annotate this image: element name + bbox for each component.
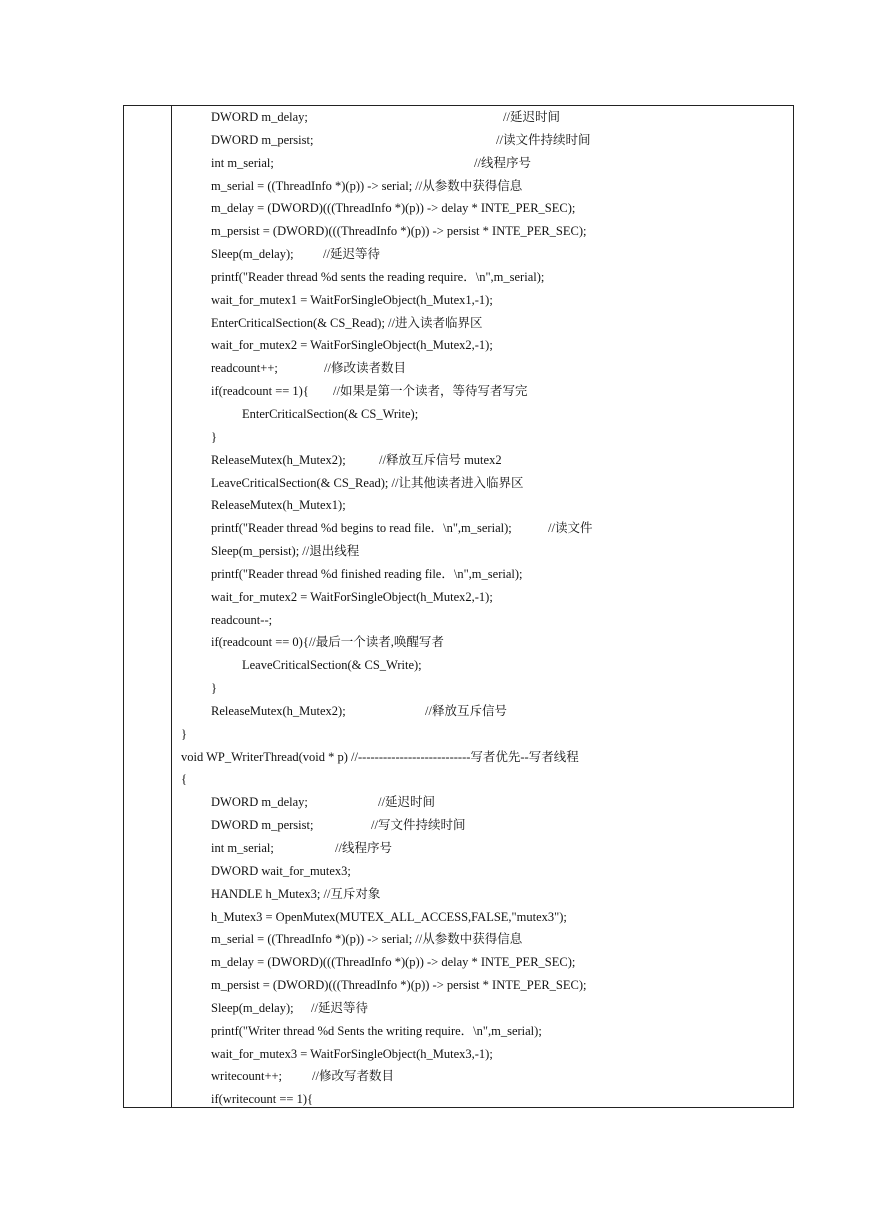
code-line bbox=[173, 974, 793, 997]
code-line bbox=[173, 1088, 793, 1111]
code-text: { bbox=[181, 772, 187, 787]
code-text: HANDLE h_Mutex3; //互斥对象 bbox=[211, 886, 381, 901]
code-line bbox=[173, 106, 793, 129]
code-line bbox=[173, 837, 793, 860]
code-text: h_Mutex3 = OpenMutex(MUTEX_ALL_ACCESS,FALSE,"mutex3"); bbox=[211, 909, 567, 924]
code-text: int m_serial; bbox=[211, 841, 274, 855]
code-text: printf("Reader thread %d begins to read file．\n",m_serial); bbox=[211, 521, 512, 536]
code-line bbox=[173, 403, 793, 426]
code-table bbox=[123, 105, 794, 1108]
code-line bbox=[173, 997, 793, 1020]
code-text: m_persist = (DWORD)(((ThreadInfo *)(p)) -> persist * INTE_PER_SEC); bbox=[211, 224, 587, 239]
code-comment: //如果是第一个读者，等待写者写完 bbox=[333, 384, 528, 399]
code-line bbox=[173, 906, 793, 929]
code-text: if(writecount == 1){ bbox=[211, 1092, 314, 1107]
code-comment: //延迟等待 bbox=[311, 1000, 368, 1015]
code-text: DWORD m_delay; bbox=[211, 110, 308, 124]
code-text: writecount++; bbox=[211, 1069, 283, 1084]
code-line bbox=[173, 951, 793, 974]
code-text: wait_for_mutex2 = WaitForSingleObject(h_Mutex2,-1); bbox=[211, 338, 493, 353]
code-text: printf("Reader thread %d finished reading file．\n",m_serial); bbox=[211, 566, 523, 581]
code-line bbox=[173, 426, 793, 449]
code-comment: //延迟时间 bbox=[378, 795, 435, 810]
code-line bbox=[173, 129, 793, 152]
code-text: DWORD m_persist; bbox=[211, 132, 314, 147]
code-text: } bbox=[181, 726, 187, 741]
code-text: wait_for_mutex3 = WaitForSingleObject(h_Mutex3,-1); bbox=[211, 1046, 493, 1061]
code-line bbox=[173, 791, 793, 814]
code-text: ReleaseMutex(h_Mutex2); bbox=[211, 703, 346, 718]
code-text: printf("Writer thread %d Sents the writing require．\n",m_serial); bbox=[211, 1023, 542, 1038]
code-line bbox=[173, 654, 793, 677]
code-text: void WP_WriterThread(void * p) //---------------------------写者优先--写者线程 bbox=[181, 749, 579, 764]
code-text: readcount--; bbox=[211, 612, 273, 627]
code-text: LeaveCriticalSection(& CS_Read); //让其他读者进入临界区 bbox=[211, 475, 524, 490]
code-comment: //线程序号 bbox=[335, 841, 392, 855]
code-comment: //释放互斥信号 mutex2 bbox=[379, 452, 502, 467]
code-line bbox=[173, 472, 793, 495]
code-text: readcount++; bbox=[211, 361, 278, 376]
code-line bbox=[173, 494, 793, 517]
code-text: printf("Reader thread %d sents the reading require．\n",m_serial); bbox=[211, 269, 545, 284]
code-text: } bbox=[211, 429, 217, 444]
code-line bbox=[173, 243, 793, 266]
code-line bbox=[173, 586, 793, 609]
code-text: DWORD m_persist; bbox=[211, 818, 314, 833]
code-comment: //延迟等待 bbox=[323, 247, 380, 262]
code-text: wait_for_mutex1 = WaitForSingleObject(h_Mutex1,-1); bbox=[211, 292, 493, 307]
code-text: int m_serial; bbox=[211, 155, 274, 170]
code-line bbox=[173, 677, 793, 700]
code-comment: //修改读者数目 bbox=[324, 361, 406, 376]
code-line bbox=[173, 449, 793, 472]
code-text: Sleep(m_delay); bbox=[211, 247, 294, 262]
code-text: EnterCriticalSection(& CS_Read); //进入读者临界区 bbox=[211, 315, 483, 330]
code-text: if(readcount == 1){ bbox=[211, 384, 309, 399]
code-text: EnterCriticalSection(& CS_Write); bbox=[242, 406, 419, 421]
code-line bbox=[173, 312, 793, 335]
code-listing bbox=[173, 106, 793, 1111]
code-text: ReleaseMutex(h_Mutex1); bbox=[211, 498, 346, 513]
code-text: m_delay = (DWORD)(((ThreadInfo *)(p)) -> delay * INTE_PER_SEC); bbox=[211, 955, 576, 970]
code-text: } bbox=[211, 681, 217, 696]
code-text: LeaveCriticalSection(& CS_Write); bbox=[242, 658, 422, 673]
table-label-cell bbox=[124, 106, 172, 1107]
code-line bbox=[173, 1065, 793, 1088]
code-comment: //读文件 bbox=[548, 521, 593, 536]
code-line bbox=[173, 266, 793, 289]
code-text: DWORD wait_for_mutex3; bbox=[211, 863, 351, 878]
code-comment: //线程序号 bbox=[474, 155, 531, 170]
code-line bbox=[173, 609, 793, 632]
code-line bbox=[173, 175, 793, 198]
code-line bbox=[173, 746, 793, 769]
code-line bbox=[173, 928, 793, 951]
code-line bbox=[173, 357, 793, 380]
code-text: DWORD m_delay; bbox=[211, 795, 308, 810]
code-text: ReleaseMutex(h_Mutex2); bbox=[211, 452, 346, 467]
code-comment: //延迟时间 bbox=[503, 110, 560, 124]
code-line bbox=[173, 700, 793, 723]
code-text: wait_for_mutex2 = WaitForSingleObject(h_Mutex2,-1); bbox=[211, 589, 493, 604]
code-line bbox=[173, 563, 793, 586]
code-text: m_persist = (DWORD)(((ThreadInfo *)(p)) -> persist * INTE_PER_SEC); bbox=[211, 978, 587, 993]
code-line bbox=[173, 883, 793, 906]
code-line bbox=[173, 197, 793, 220]
code-line bbox=[173, 289, 793, 312]
code-text: m_serial = ((ThreadInfo *)(p)) -> serial; //从参数中获得信息 bbox=[211, 178, 523, 193]
code-comment: //修改写者数目 bbox=[312, 1069, 394, 1084]
code-cell bbox=[173, 106, 793, 1107]
code-line bbox=[173, 334, 793, 357]
code-comment: //读文件持续时间 bbox=[496, 132, 591, 147]
code-comment: //写文件持续时间 bbox=[371, 818, 466, 833]
code-comment: //释放互斥信号 bbox=[425, 703, 507, 718]
code-line bbox=[173, 631, 793, 654]
code-text: Sleep(m_delay); bbox=[211, 1000, 294, 1015]
code-line bbox=[173, 380, 793, 403]
code-line bbox=[173, 814, 793, 837]
code-text: Sleep(m_persist); //退出线程 bbox=[211, 544, 360, 559]
code-line bbox=[173, 1043, 793, 1066]
code-line bbox=[173, 152, 793, 175]
code-line bbox=[173, 540, 793, 563]
code-line bbox=[173, 768, 793, 791]
code-text: m_delay = (DWORD)(((ThreadInfo *)(p)) -> delay * INTE_PER_SEC); bbox=[211, 201, 576, 216]
code-line bbox=[173, 1020, 793, 1043]
code-line bbox=[173, 723, 793, 746]
code-line bbox=[173, 220, 793, 243]
code-line bbox=[173, 517, 793, 540]
code-text: m_serial = ((ThreadInfo *)(p)) -> serial; //从参数中获得信息 bbox=[211, 932, 523, 947]
code-text: if(readcount == 0){//最后一个读者,唤醒写者 bbox=[211, 635, 444, 650]
code-line bbox=[173, 860, 793, 883]
